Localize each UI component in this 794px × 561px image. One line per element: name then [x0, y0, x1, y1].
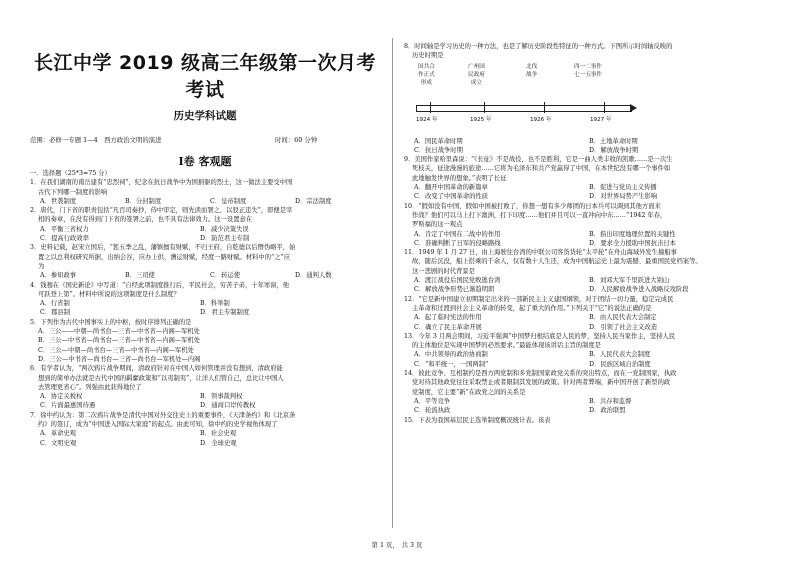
answer-options	[30, 429, 380, 438]
answer-option: C．皇帝制度	[210, 197, 247, 205]
exam-scope: 范围：必修一专题 1—4 西方政治文明的演进	[30, 136, 162, 144]
question-text: 党制度，它主要“新”在政党之间的关系是	[412, 388, 526, 396]
answer-option: C．轮流执政	[414, 407, 451, 415]
timeline-event-4: 四一二事件 七一五事件	[574, 63, 602, 78]
answer-option: A．世袭制度	[40, 197, 77, 205]
answer-option: A．平衡三省权力	[40, 225, 89, 233]
answer-option: B．科举制	[200, 300, 230, 308]
timeline-axis	[416, 105, 632, 112]
answer-options	[30, 401, 380, 410]
answer-options	[404, 192, 772, 201]
left-column	[30, 40, 380, 448]
question-text: 的主体地位是实现中国梦的必然要求。”最能体现该讲话主旨的制度是	[412, 342, 601, 350]
answer-option: D．通商口岸传教权	[200, 402, 256, 410]
answer-options	[404, 285, 772, 294]
question-text: 为	[38, 262, 45, 270]
answer-option: A．参知政事	[40, 272, 77, 280]
question-text: 党对待其他政党往往采取禁止或者限制其发展的政策。针对两者弊端，新中国开创了新型的政	[412, 379, 671, 387]
question-text: 2．唐代，门下省的职责包括“凡百司奏抄，侍中审定，则先读而署之，以驳正违失”，即便是宰	[30, 207, 293, 215]
section-heading: Ⅰ卷 客观题	[178, 155, 232, 168]
question-text: 故，随后沉没，船上搭乘的千余人，仅有数十人生还，成为中国航运史上最为震撼、最重国民党档案等。	[412, 258, 702, 266]
answer-option: A．肯定了中国在二战中的作用	[414, 230, 501, 238]
answer-option: D．人民解放战争进入战略反攻阶段	[589, 286, 689, 294]
answer-option: D．三公—中书省—尚书台—三省—尚书台—军机处—内阁	[38, 355, 201, 363]
question-text: 此地触发世界的想象。”表明了长征	[412, 174, 507, 182]
answer-options	[30, 197, 380, 206]
answer-option: C．准确判断了日军的侵略路线	[414, 239, 501, 247]
left-questions	[30, 169, 380, 448]
answer-options	[30, 225, 380, 234]
answer-option: D．对世界局势产生影响	[589, 193, 658, 201]
answer-options	[404, 276, 772, 285]
right-questions	[404, 137, 772, 425]
timeline-tick	[544, 102, 545, 113]
question-text: 15．下表为我国基层民主选举制度概况统计表。该表	[404, 416, 551, 424]
answer-option: D．全球史观	[200, 439, 237, 447]
answer-option: D．解放战争时期	[589, 146, 639, 154]
page-footer: 第 1 页， 共 3 页	[371, 542, 423, 549]
question-text: 死枝关，征途漫漫的旅途……它将为毛泽东和共产党赢得了中国，在本世纪没有哪一个事件如	[412, 165, 671, 173]
question-text: 5．下列作为古代中国事实上的中枢，按时序排列正确的是	[30, 318, 192, 326]
question-text: 这一悲剧的时代背景是	[412, 267, 475, 275]
answer-option: A．渡江战役后国民党败逃台湾	[414, 277, 501, 285]
question-text: 罗斯福的这一观点	[412, 221, 463, 229]
question-text: 3．史料记载，赵宋立国后，“惩五季之乱，藩镇擅有财赋，不归王府，自乾德以后僭伪略平，始	[30, 244, 296, 252]
answer-option: B．指出印度地理位置的关键性	[589, 230, 676, 238]
timeline-year-2: 1925 年	[470, 116, 492, 123]
answer-option: C．“和平统一，一国两制”	[414, 360, 489, 368]
answer-options	[404, 183, 772, 192]
question-text: 1．在我们湖南的南岳建有“忠烈祠”，纪念在抗日战争中为国捐躯的烈士，这一做法主要受中国	[30, 179, 293, 187]
question-text: 6．有学者认为，“两次鸦片战争期间，清政府针对在中国人如何管理并没有想到，清政府能	[30, 365, 283, 373]
answer-options	[404, 397, 772, 406]
answer-option: A．国民革命时期	[414, 137, 463, 145]
answer-options	[404, 239, 772, 248]
question-text: 9．美国作家哈里森说：“《长征》不是战役，也不是胜利，它是一曲人类丰收的凯歌……是一次生	[404, 156, 673, 164]
answer-option: D．宗法制度	[295, 197, 332, 205]
q8-stem-2: 历史时期是	[412, 52, 444, 60]
answer-option: B．分封制度	[125, 197, 162, 205]
answer-options	[404, 230, 772, 239]
timeline-tick	[484, 102, 485, 113]
answer-option: B．减少决策失误	[200, 225, 249, 233]
timeline-year-4: 1927 年	[590, 116, 612, 123]
question-text: 主革命和过渡到社会主义革命的转变，起了重大的作用。”下列关于“它”的说法正确的是	[412, 304, 652, 312]
answer-option: A．翻开中国革命的新篇章	[414, 184, 488, 192]
answer-option: A．行省制	[40, 300, 70, 308]
timeline-year-3: 1926 年	[530, 116, 552, 123]
answer-option: A．革命史观	[40, 430, 77, 438]
timeline-event-2: 广州国 民政府 成立	[468, 63, 485, 86]
q8-timeline	[404, 61, 772, 137]
exam-title: 长江中学 2019 级高三年级第一次月考考试	[33, 52, 377, 101]
answer-option: C．提高行政效率	[40, 235, 89, 243]
exam-meta	[30, 135, 380, 144]
answer-option: C．改变了中国革命的性质	[414, 193, 489, 201]
answer-option: A．三公——中朝—尚书台—三省—中书省—内阁—军机处	[38, 328, 200, 336]
answer-option: B．领事裁判权	[200, 393, 243, 401]
answer-option: C．确立了民主革命开展	[414, 323, 482, 331]
answer-options	[404, 360, 772, 369]
timeline-arrow-icon	[630, 104, 637, 112]
answer-option: A．起了临时宪法的作用	[414, 314, 482, 322]
answer-options	[30, 392, 380, 401]
answer-option: C．郡县制	[40, 309, 71, 317]
answer-option: D．引领了社会主义改造	[589, 323, 658, 331]
timeline-tick	[604, 102, 605, 113]
answer-option: C．片面最惠国待遇	[40, 402, 96, 410]
answer-option: D．要求全力援助中国抗击日本	[589, 239, 676, 247]
answer-option: B．三司使	[125, 272, 155, 280]
answer-options	[404, 146, 772, 155]
timeline-event-3: 北伐 战争	[526, 63, 538, 78]
answer-option: C．解放战争形势已渐趋明朗	[414, 286, 495, 294]
answer-option: D．政治联盟	[589, 407, 626, 415]
answer-options	[30, 234, 380, 243]
exam-time: 时间：60 分钟	[275, 136, 318, 144]
question-text: 一．选择题（25*3=75 分）	[30, 170, 111, 177]
answer-options	[404, 406, 772, 415]
question-text: 14．彼此竞争、互相制约是西方两党制和多党制国家政党关系的突出特点，而在一党制国家，执政	[404, 370, 677, 378]
question-text: 12．“它是新中国建立初期制定出来的一部新民主主义建国纲领，对于团结一切力量，稳定完成民	[404, 295, 674, 303]
question-text: 置之以总利权研究所据，出纳会谷，应办上供，漕运财赋，经度一路财赋。材料中的“之”应	[38, 253, 291, 261]
answer-option: B．人民代表大会制度	[589, 351, 651, 359]
timeline-event-1: 国共合 作正式 形成	[418, 63, 435, 86]
answer-options	[404, 323, 772, 332]
answer-option: A．平等竞争	[414, 397, 451, 405]
answer-option: D．防范君主专制	[200, 235, 250, 243]
question-text: 10．“假如没有中国，假如中国被打败了，你想一想有多少师团的日本兵可以调到其他方面来	[404, 202, 661, 210]
question-text: 4．钱穆在《国史新论》中写道：“自经此项制度推行后，平民社会，穷苦子弟，十年寒窗，他	[30, 281, 290, 289]
question-text: 7．徐中约认为：第二次鸦片战争是清代中国对外交往史上的重要事件，《天津条约》和《北京条	[30, 411, 296, 419]
answer-option: D．通判人数	[295, 272, 332, 280]
answer-option: D．民族区域自治制度	[589, 360, 651, 368]
answer-option: B．土地革命时期	[589, 137, 638, 145]
answer-options	[404, 313, 772, 322]
answer-option: C．抗日战争时期	[414, 146, 463, 154]
answer-option: B．促进与党员主义传播	[589, 184, 657, 192]
question-text: 古代下列哪一制度的影响	[38, 188, 108, 196]
column-divider	[392, 38, 393, 528]
answer-option: B．社会史观	[200, 430, 237, 438]
question-text: 想到的简单办法就是古代中国的羁縻政策和“以夷制夷”，让洋人们管自己，总比让中国人	[38, 374, 284, 382]
answer-option: B．由人民代表大会制定	[589, 314, 657, 322]
timeline-tick	[430, 102, 431, 113]
answer-option: C．三公—中朝—尚书台—三省—中书省—内阁—军机处	[38, 346, 194, 354]
question-text: 11．1949 年 1 月 27 日，由上海驶往台湾的中联公司客货货轮“太平轮”在舟山海域外发生撞船事	[404, 249, 677, 257]
answer-option: C．转运使	[210, 272, 241, 280]
answer-options	[404, 350, 772, 359]
answer-option: A．协定关税权	[40, 393, 83, 401]
answer-options	[30, 439, 380, 448]
answer-option: B．刘邓大军千里跃进大别山	[589, 277, 670, 285]
question-text: 作战？他们可以马上打下澳洲，打下印度……他们并且可以一直冲向中东……”1942 年春，	[412, 211, 667, 219]
right-column	[404, 42, 772, 425]
question-text: 约》的签订，成为“中国进入国际大家庭”的起点。由此可知，徐中约的史学视角体现了	[38, 421, 278, 429]
answer-options	[30, 308, 380, 317]
timeline-year-1: 1924 年	[416, 116, 438, 123]
answer-option: A．中共领导的政治协商制	[414, 351, 488, 359]
answer-option: B．共存和监督	[589, 397, 632, 405]
question-text: 13．今年 3 月两会期间，习近平强调“中国梦归根结底是人民的梦，坚持人民当家作主，坚持人民	[404, 332, 676, 340]
question-text: 可跃登上第”。材料中所说的这项制度是什么制度？	[38, 290, 180, 298]
answer-option: B．三公—中书省—尚书台—三省—中书省—内阁—军机处	[38, 337, 201, 345]
answer-option: D．君主专制制度	[200, 309, 250, 317]
exam-subtitle: 历史学科试题	[173, 110, 237, 122]
answer-options	[30, 271, 380, 280]
answer-option: C．文明史观	[40, 439, 77, 447]
question-text: 去管理更省心”。列强由此获得地位了	[38, 383, 142, 391]
answer-options	[30, 299, 380, 308]
q8-stem-1: 8．时间轴是学习历史的一种方法，也是了解历史阶段性特征的一种方式。下图所示时间轴反映的	[404, 43, 673, 50]
question-text: 相的奏章，在没有得到门下省的签署之前，也不具有法律效力。这一设置意在	[38, 216, 253, 224]
answer-options	[404, 137, 772, 146]
